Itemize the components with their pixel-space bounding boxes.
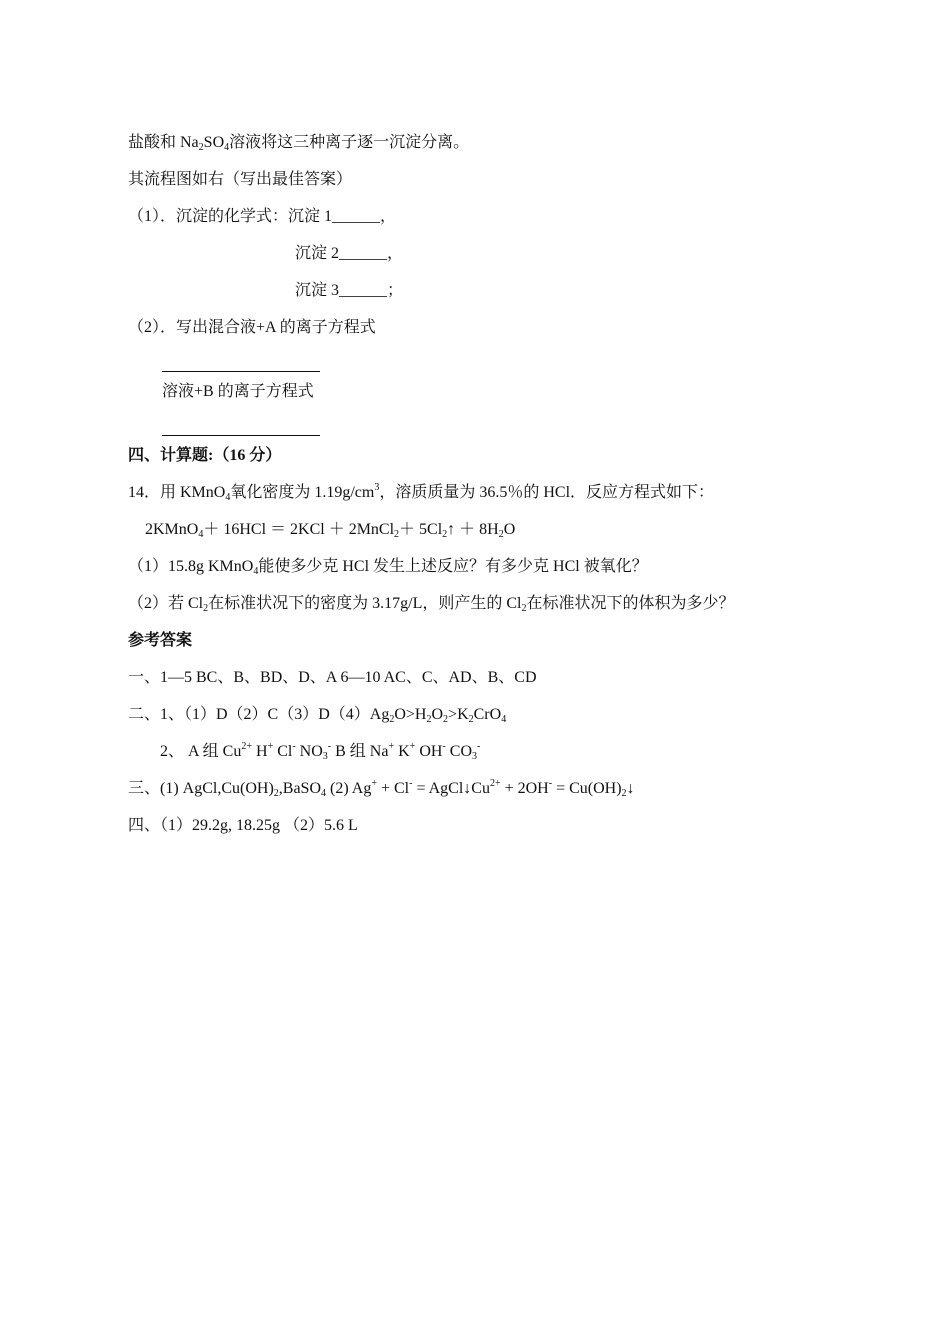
problem-14-statement: 14．用 KMnO$_4$氧化密度为 $1.19g/cm^3$，溶质质量为 36.5％的 HCl．反应方程式如下： [128,482,715,503]
answer-section-2-item-2: 2、 A 组 $Cu^{2+}$ H+ Cl- $NO_3^-$ B 组 Na+ K+ OH- $CO_3^-$ [160,741,481,762]
problem-14-part-1: （1）15.8g KMnO$_4$能使多少克 HCl 发生上述反应？有多少克 HCl 被氧化？ [128,558,648,577]
question-1-precipitate-2: 沉淀 2______， [295,245,404,262]
intro-line-1: 盐酸和 $Na_2SO_4$溶液将这三种离子逐一沉淀分离。 [128,134,470,153]
problem-14-equation: 2KMnO$_4$＋ 16HCl ＝ 2KCl ＋ 2MnCl$_2$＋ $5Cl_2↑ + 8H_2O$ [145,521,516,540]
question-1-label: （1）．沉淀的化学式：沉淀 1______， [128,208,397,225]
intro-line-2: 其流程图如右（写出最佳答案） [128,171,353,188]
answer-blank-line-2 [162,435,320,436]
answer-section-3: 三、(1) $AgCl,Cu(OH)_2,BaSO_4$ (2) $Ag^+ + Cl^- = AgCl↓Cu^{2+} + 2OH^-$ = $Cu(OH)_2↓$ [128,778,635,799]
section-4-heading: 四、计算题:（16 分） [128,447,282,464]
question-2-label: （2）．写出混合液+A 的离子方程式 [128,319,376,336]
problem-14-part-2: （2）若 $Cl_2$在标准状况下的密度为 3.17g/L，则产生的 $Cl_2$在标准状况下的体积为多少？ [128,595,735,614]
answers-heading: 参考答案 [128,632,193,649]
answer-section-4: 四、（1）29.2g, 18.25g （2）5.6 L [128,817,358,834]
answer-section-2-item-1: 二、1、$(1)D(2)C(3)D(4)Ag_2O>H_2O_2>K_2CrO_4$ [128,706,507,725]
answer-section-1: 一、1—5 BC、B、BD、D、A 6—10 AC、C、AD、B、CD [128,669,537,686]
answer-blank-line-1 [162,371,320,372]
question-1-precipitate-3: 沉淀 3______； [295,282,404,299]
question-2-sub-label: 溶液+B 的离子方程式 [162,383,314,400]
